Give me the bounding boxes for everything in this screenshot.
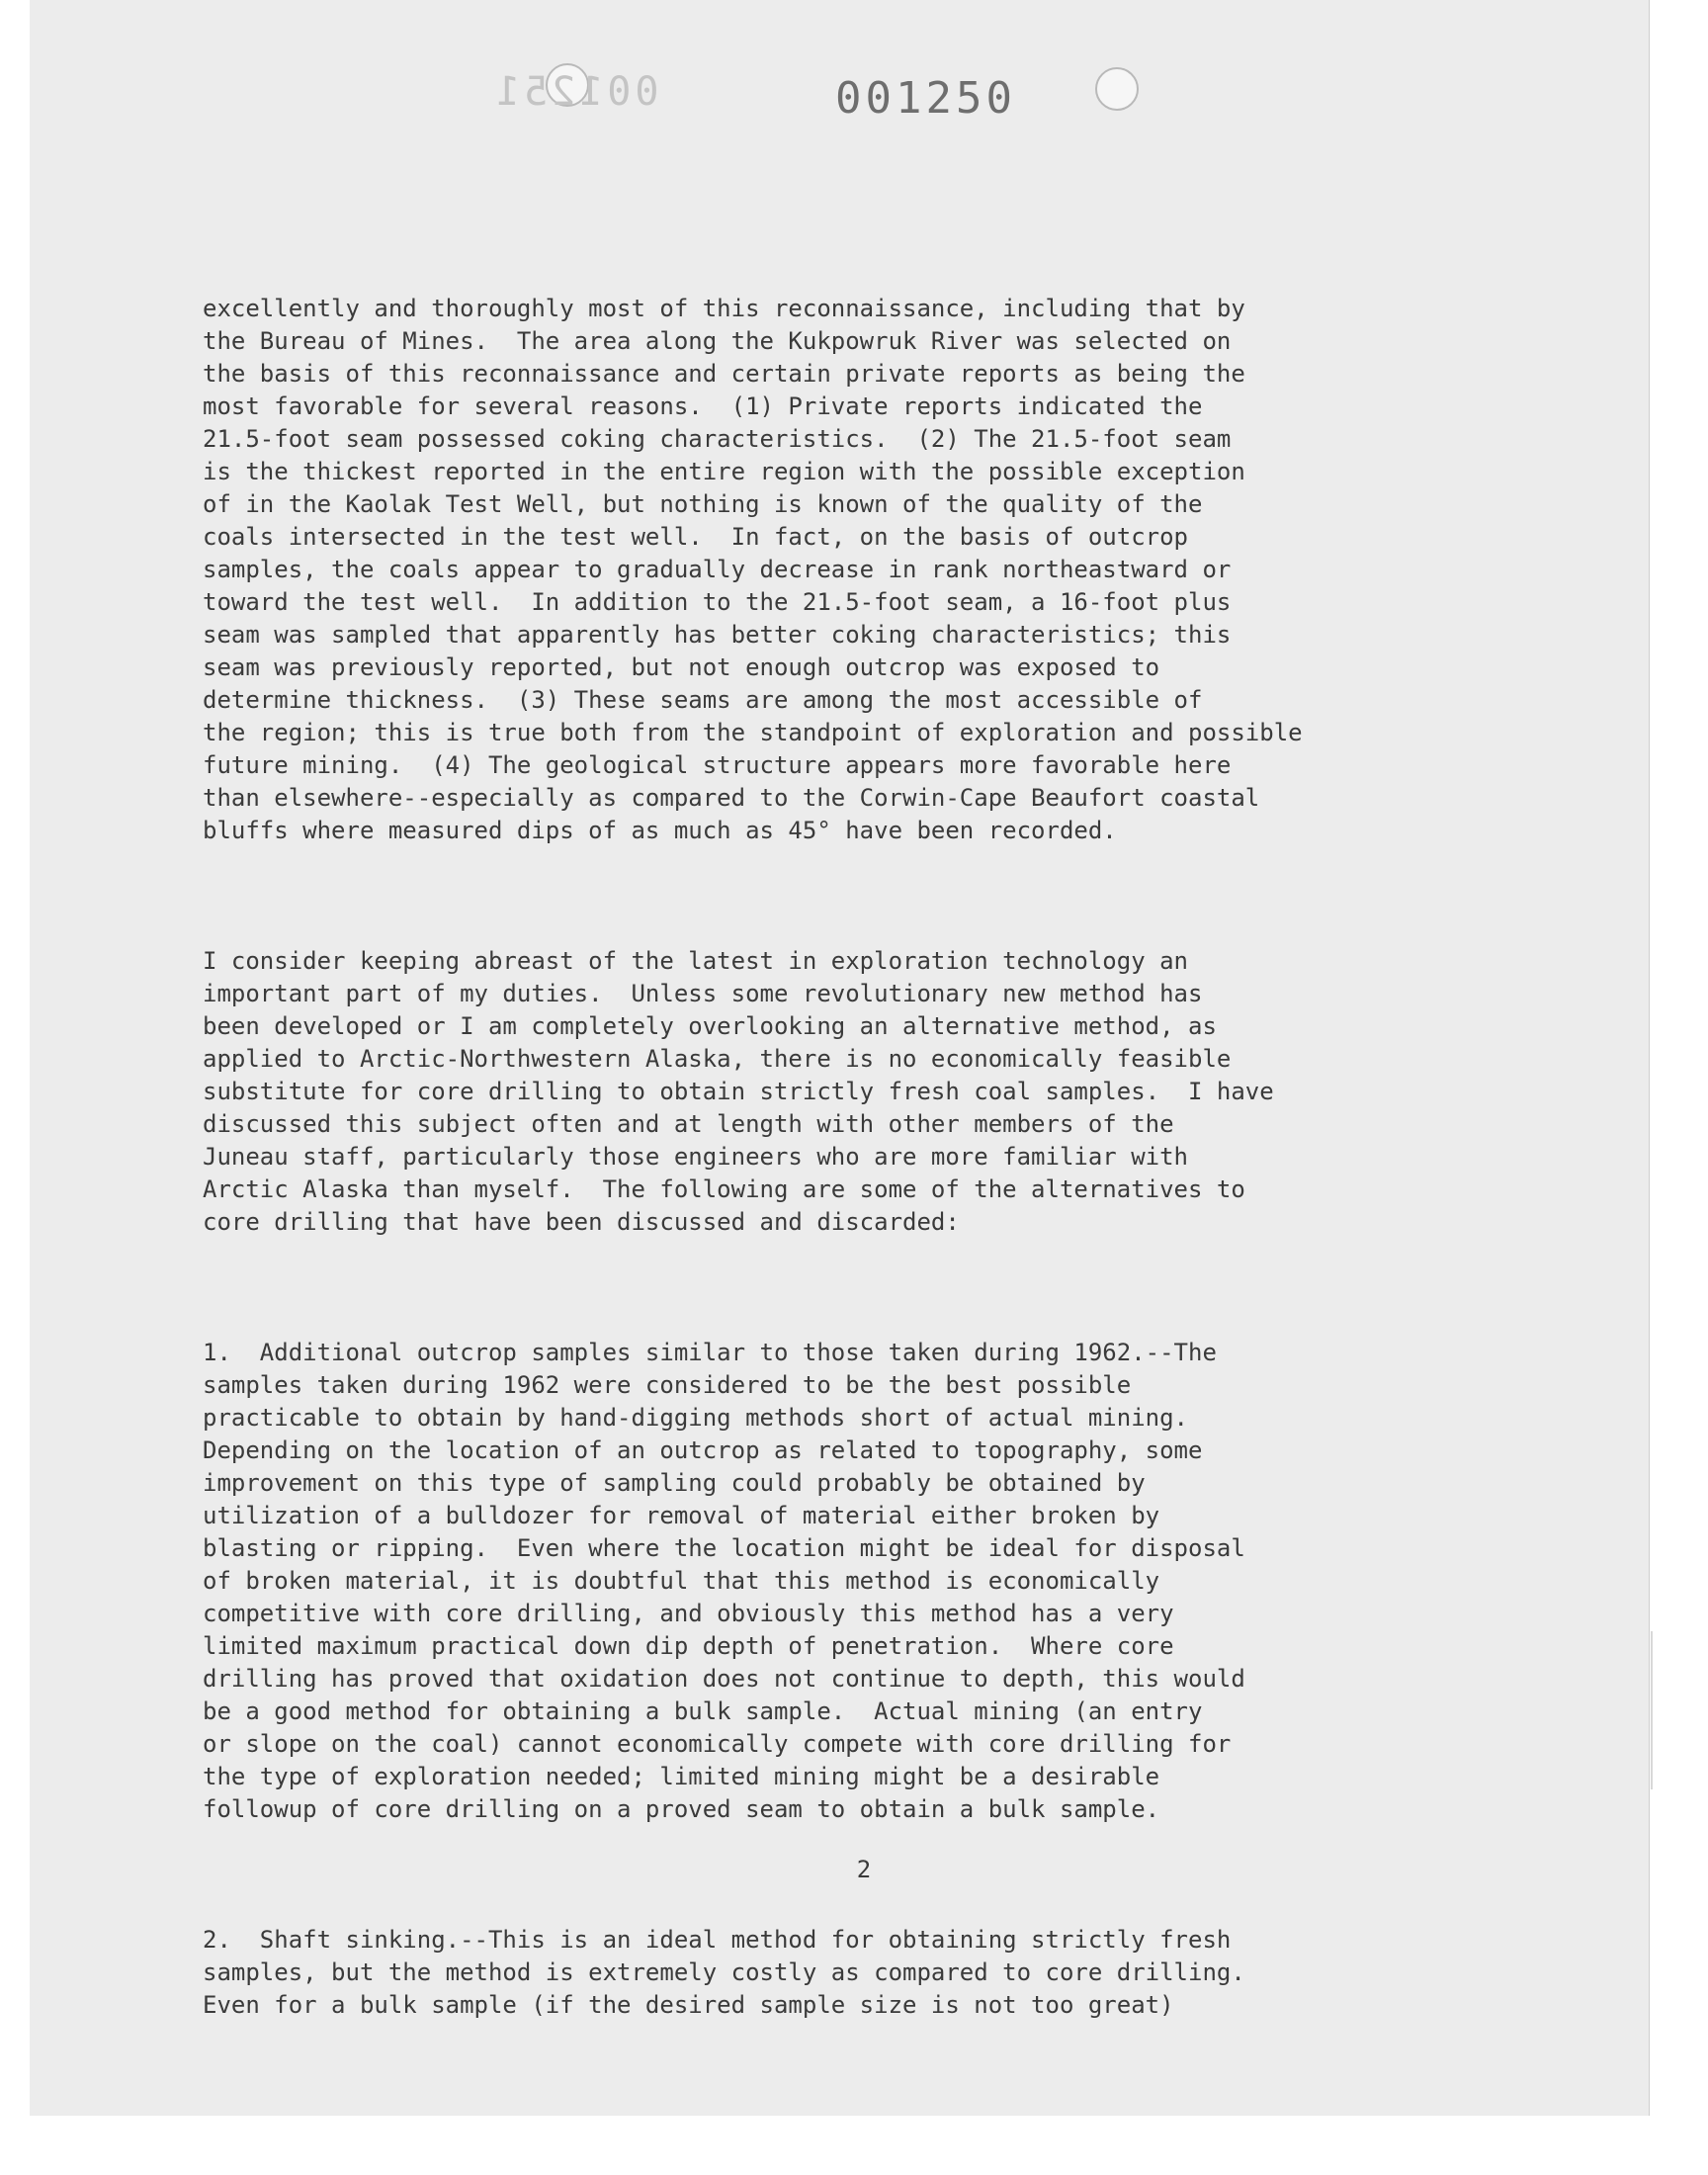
text-line: utilization of a bulldozer for removal of material either broken by [203, 1502, 1160, 1529]
text-line: the region; this is true both from the standpoint of exploration and possible [203, 719, 1303, 746]
text-line: core drilling that have been discussed and discarded: [203, 1208, 960, 1236]
text-line: been developed or I am completely overlooking an alternative method, as [203, 1012, 1217, 1040]
text-line: samples, the coals appear to gradually decrease in rank northeastward or [203, 556, 1232, 583]
text-line: is the thickest reported in the entire region with the possible exception [203, 458, 1245, 485]
text-line: 2. Shaft sinking.--This is an ideal method for obtaining strictly fresh [203, 1926, 1232, 1954]
document-page [30, 0, 1650, 2117]
paragraph-shaft-sinking [203, 1924, 1488, 2022]
text-line: or slope on the coal) cannot economically compete with core drilling for [203, 1730, 1232, 1758]
text-line: toward the test well. In addition to the 21.5-foot seam, a 16-foot plus [203, 588, 1232, 616]
text-line: bluffs where measured dips of as much as 45° have been recorded. [203, 817, 1117, 844]
text-line: coals intersected in the test well. In fact, on the basis of outcrop [203, 523, 1188, 551]
text-line: be a good method for obtaining a bulk sample. Actual mining (an entry [203, 1697, 1203, 1725]
text-line: applied to Arctic-Northwestern Alaska, there is no economically feasible [203, 1045, 1232, 1073]
text-line: substitute for core drilling to obtain strictly fresh coal samples. I have [203, 1078, 1274, 1105]
paragraph-reconnaissance [203, 293, 1488, 847]
text-line: samples, but the method is extremely costly as compared to core drilling. [203, 1958, 1245, 1986]
text-line: 1. Additional outcrop samples similar to those taken during 1962.--The [203, 1339, 1217, 1366]
text-line: Arctic Alaska than myself. The following are some of the alternatives to [203, 1175, 1245, 1203]
paper-crease [1651, 1631, 1653, 1789]
text-line: excellently and thoroughly most of this reconnaissance, including that by [203, 295, 1245, 322]
page-number: 2 [856, 1856, 872, 1883]
text-line: samples taken during 1962 were considered to be the best possible [203, 1371, 1132, 1399]
text-line: blasting or ripping. Even where the location might be ideal for disposal [203, 1534, 1245, 1562]
text-line: most favorable for several reasons. (1) Private reports indicated the [203, 392, 1203, 420]
text-line: important part of my duties. Unless some revolutionary new method has [203, 980, 1203, 1007]
text-line: than elsewhere--especially as compared to the Corwin-Cape Beaufort coastal [203, 784, 1260, 812]
text-line: of in the Kaolak Test Well, but nothing is known of the quality of the [203, 490, 1203, 518]
document-stamp-number: 001250 [835, 73, 1016, 124]
paragraph-exploration-technology [203, 945, 1488, 1239]
text-line: I consider keeping abreast of the latest in exploration technology an [203, 947, 1188, 975]
text-line: future mining. (4) The geological structure appears more favorable here [203, 751, 1232, 779]
text-line: Juneau staff, particularly those engineers who are more familiar with [203, 1143, 1188, 1171]
scan-margin [0, 2116, 1708, 2175]
text-line: 21.5-foot seam possessed coking characteristics. (2) The 21.5-foot seam [203, 425, 1232, 453]
text-line: determine thickness. (3) These seams are among the most accessible of [203, 686, 1203, 714]
text-line: discussed this subject often and at length with other members of the [203, 1110, 1174, 1138]
text-line: the type of exploration needed; limited mining might be a desirable [203, 1763, 1160, 1790]
text-line: the Bureau of Mines. The area along the Kukpowruk River was selected on [203, 327, 1232, 355]
text-line: improvement on this type of sampling could probably be obtained by [203, 1469, 1146, 1497]
punch-hole-right [1095, 67, 1139, 111]
paragraph-outcrop-samples [203, 1337, 1488, 1826]
text-line: followup of core drilling on a proved seam to obtain a bulk sample. [203, 1795, 1160, 1823]
text-line: Depending on the location of an outcrop as related to topography, some [203, 1436, 1203, 1464]
text-line: the basis of this reconnaissance and certain private reports as being the [203, 360, 1245, 388]
text-line: practicable to obtain by hand-digging methods short of actual mining. [203, 1404, 1188, 1432]
text-line: Even for a bulk sample (if the desired sample size is not too great) [203, 1991, 1174, 2019]
text-line: competitive with core drilling, and obviously this method has a very [203, 1600, 1174, 1627]
text-line: of broken material, it is doubtful that this method is economically [203, 1567, 1160, 1595]
faded-stamp-number: 001251 [492, 69, 659, 115]
text-line: seam was previously reported, but not enough outcrop was exposed to [203, 653, 1160, 681]
document-body [203, 227, 1488, 2120]
text-line: seam was sampled that apparently has better coking characteristics; this [203, 621, 1232, 649]
text-line: drilling has proved that oxidation does not continue to depth, this would [203, 1665, 1245, 1693]
text-line: limited maximum practical down dip depth of penetration. Where core [203, 1632, 1174, 1660]
